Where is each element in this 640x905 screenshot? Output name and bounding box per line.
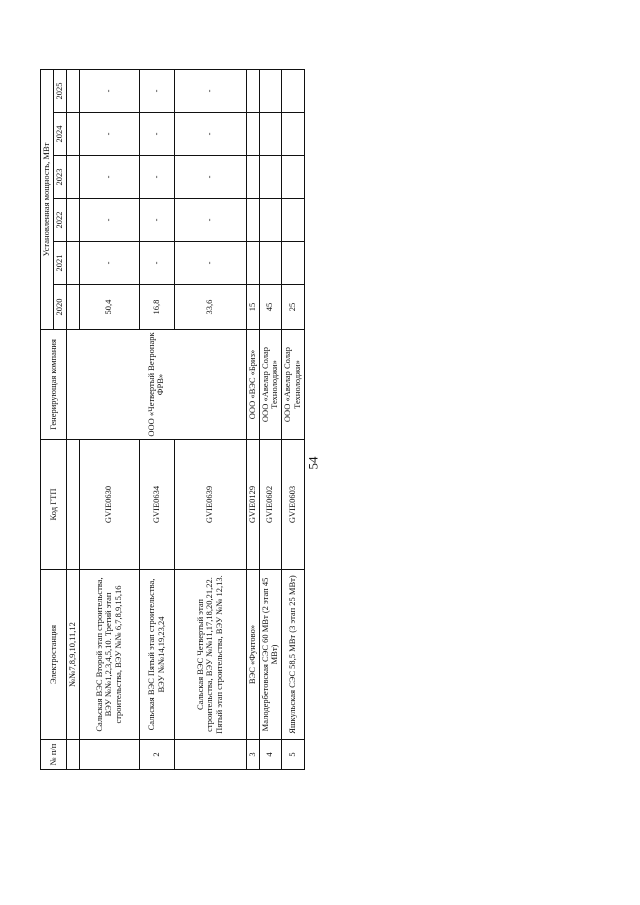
cell-value — [67, 69, 80, 112]
cell-value — [259, 69, 282, 112]
cell-station: Малодербетовская СЭС 60 МВт (2 этап 45 МВт) — [259, 570, 282, 740]
cell-num: 4 — [259, 740, 282, 770]
cell-gtp: GVIE0603 — [282, 440, 305, 570]
cell-value — [67, 199, 80, 242]
cell-company: ООО «Авелар Солар Технолоджи» — [259, 330, 282, 440]
table-row — [246, 69, 259, 769]
cell-value: - — [139, 156, 174, 199]
header-num: № п/п — [41, 740, 67, 770]
cell-value — [67, 285, 80, 330]
cell-gtp: GVIE0602 — [259, 440, 282, 570]
cell-num — [174, 740, 246, 770]
cell-value — [67, 242, 80, 285]
cell-value: - — [174, 199, 246, 242]
header-year: 2020 — [54, 285, 67, 330]
header-year: 2021 — [54, 242, 67, 285]
cell-value: - — [79, 156, 139, 199]
cell-value — [282, 242, 305, 285]
header-company: Генерирующая компания — [41, 330, 67, 440]
header-capacity: Установленная мощность, МВт — [41, 69, 54, 329]
cell-gtp: GVIE0639 — [174, 440, 246, 570]
cell-num — [79, 740, 139, 770]
cell-value: - — [79, 199, 139, 242]
cell-station: Сальская ВЭС Второй этап строительства, ВЭУ №№1,2,3,4,5,10. Третий этап строительства, ВЭУ №№ 6,7,8,9,15,16 — [79, 570, 139, 740]
cell-company: ООО «ВЭС «Бриз» — [246, 330, 259, 440]
table-row — [282, 69, 305, 769]
cell-value: 33,6 — [174, 285, 246, 330]
cell-value: - — [79, 242, 139, 285]
cell-num: 5 — [282, 740, 305, 770]
cell-value: - — [139, 199, 174, 242]
cell-num: 3 — [246, 740, 259, 770]
cell-value: 25 — [282, 285, 305, 330]
cell-value: - — [174, 69, 246, 112]
header-year: 2022 — [54, 199, 67, 242]
header-year: 2024 — [54, 113, 67, 156]
cell-num — [67, 740, 80, 770]
header-year: 2025 — [54, 69, 67, 112]
cell-gtp: GVIE0129 — [246, 440, 259, 570]
cell-company: ООО «Четвертый Ветропарк ФРВ» — [67, 330, 247, 440]
cell-gtp: GVIE0634 — [139, 440, 174, 570]
header-station: Электростанция — [41, 570, 67, 740]
cell-value — [282, 156, 305, 199]
cell-company: ООО «Авелар Солар Технолоджи» — [282, 330, 305, 440]
header-year: 2023 — [54, 156, 67, 199]
cell-value: - — [174, 113, 246, 156]
cell-value: - — [79, 69, 139, 112]
cell-value: 50,4 — [79, 285, 139, 330]
cell-value — [259, 242, 282, 285]
cell-gtp — [67, 440, 80, 570]
capacity-table — [40, 69, 305, 770]
cell-value — [67, 113, 80, 156]
cell-value: - — [174, 242, 246, 285]
cell-value — [259, 156, 282, 199]
cell-value — [67, 156, 80, 199]
cell-gtp: GVIE0630 — [79, 440, 139, 570]
cell-value — [246, 156, 259, 199]
header-gtp: Код ГТП — [41, 440, 67, 570]
cell-value: 15 — [246, 285, 259, 330]
table-row — [259, 69, 282, 769]
cell-station: Яшкульская СЭС 58,5 МВт (3 этап 25 МВт) — [282, 570, 305, 740]
cell-value — [246, 199, 259, 242]
cell-num: 2 — [139, 740, 174, 770]
cell-value: 16,8 — [139, 285, 174, 330]
cell-value — [246, 242, 259, 285]
cell-value — [246, 69, 259, 112]
cell-value: - — [139, 69, 174, 112]
cell-value: - — [79, 113, 139, 156]
cell-value: - — [174, 156, 246, 199]
page-number: 54 — [305, 456, 321, 470]
rotated-table-container — [40, 70, 302, 770]
cell-value — [246, 113, 259, 156]
cell-value — [282, 69, 305, 112]
cell-station: ВЭС «Фунтово» — [246, 570, 259, 740]
cell-value: 45 — [259, 285, 282, 330]
cell-station: №№7,8,9,10,11,12 — [67, 570, 80, 740]
cell-value — [259, 199, 282, 242]
cell-value — [282, 113, 305, 156]
cell-station: Сальская ВЭС Четвертый этап строительства, ВЭУ №№11,17,18,20,21,22. Пятый этап строительства, ВЭУ №№ 12,13. — [174, 570, 246, 740]
table-row — [67, 69, 80, 769]
cell-station: Сальская ВЭС Пятый этап строительства, ВЭУ №№14,19,23,24 — [139, 570, 174, 740]
cell-value — [259, 113, 282, 156]
cell-value — [282, 199, 305, 242]
cell-value: - — [139, 113, 174, 156]
cell-value: - — [139, 242, 174, 285]
